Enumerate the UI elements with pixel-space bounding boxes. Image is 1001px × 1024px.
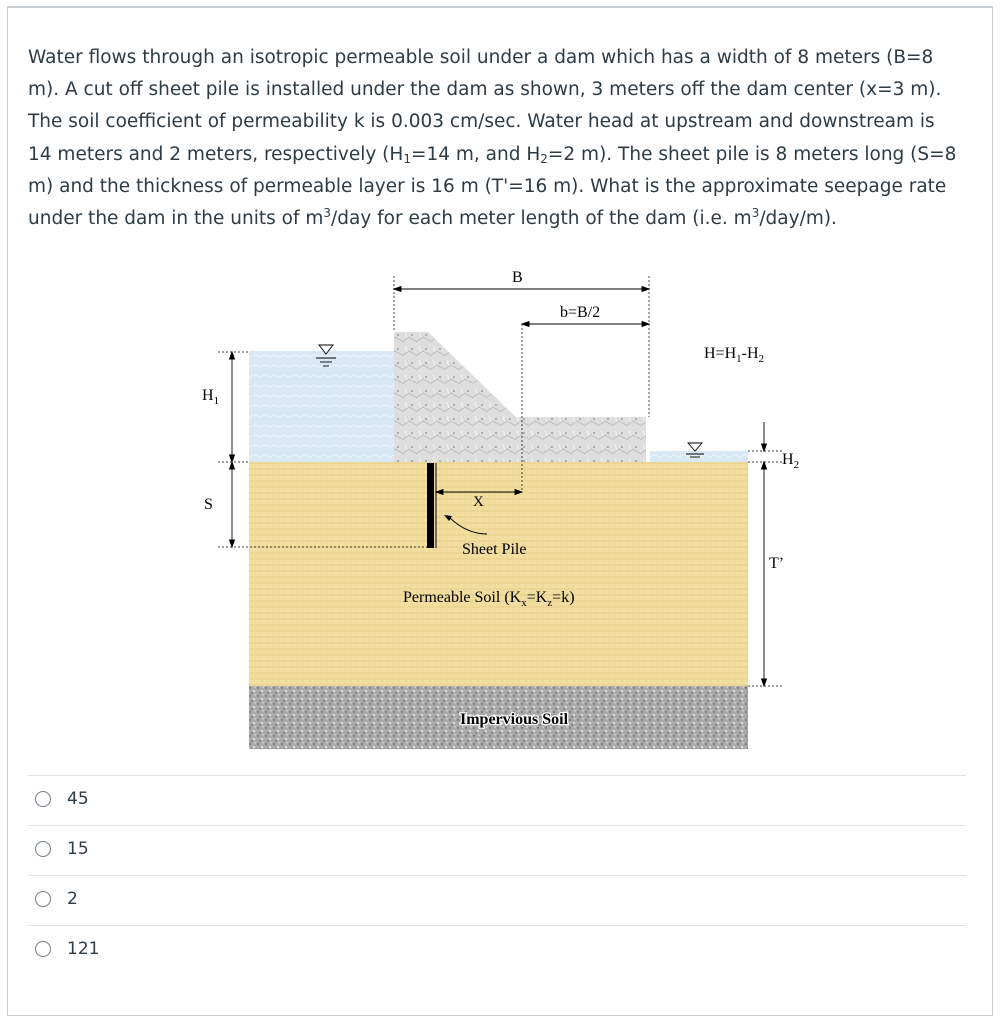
radio-button[interactable] [35,891,51,907]
label-impervious: Impervious Soil [460,711,569,728]
upstream-water [249,351,394,462]
radio-button[interactable] [35,791,51,807]
label-sheet-pile: Sheet Pile [462,541,527,558]
label-permeable-soil: Permeable Soil $(K_x=K_z=k)$ [403,589,575,609]
label-H2: $H_2$ [782,451,800,471]
label-T: T’ [769,555,785,572]
question-text: Water flows through an isotropic permeable soil under a dam which has a width of 8 meters (B=8 m). A cut off sheet pile is installed under the dam as shown, 3 meters off the dam center (x=3 m). The soil coefficient of permeability k is 0.003 cm/sec. Water head at upstream and downstream is 14 meters and 2 meters, respectively ($H_1=14$ m, and $H_2=2$ m). The sheet pile is 8 meters long (S=8 m) and the thickness of permeable layer is 16 m (T'=16 m). What is the approximate seepage rate under the dam in the units of $m^3$/day for each meter length of the dam (i.e. $m^3/day/m$). [28,47,957,230]
answer-option[interactable] [28,875,966,925]
answer-label: 121 [67,939,100,959]
answer-label: 45 [67,789,89,809]
label-b: b=B/2 [560,304,601,321]
label-x: X [473,494,484,510]
label-B: B [512,269,523,286]
dam-body [394,332,646,462]
dam-figure [192,262,812,761]
answer-option[interactable] [28,925,966,975]
answer-option[interactable] [28,775,966,825]
label-H: $H=H_1-H_2$ [704,345,765,365]
answer-label: 15 [67,839,89,859]
answer-label: 2 [67,889,78,909]
label-H1: $H_1$ [202,387,220,407]
answer-option[interactable] [28,825,966,875]
radio-button[interactable] [35,941,51,957]
permeable-soil [249,462,748,686]
downstream-water [650,451,748,462]
answer-list [28,775,966,975]
sheet-pile [427,463,434,548]
label-S: S [204,496,213,513]
radio-button[interactable] [35,841,51,857]
